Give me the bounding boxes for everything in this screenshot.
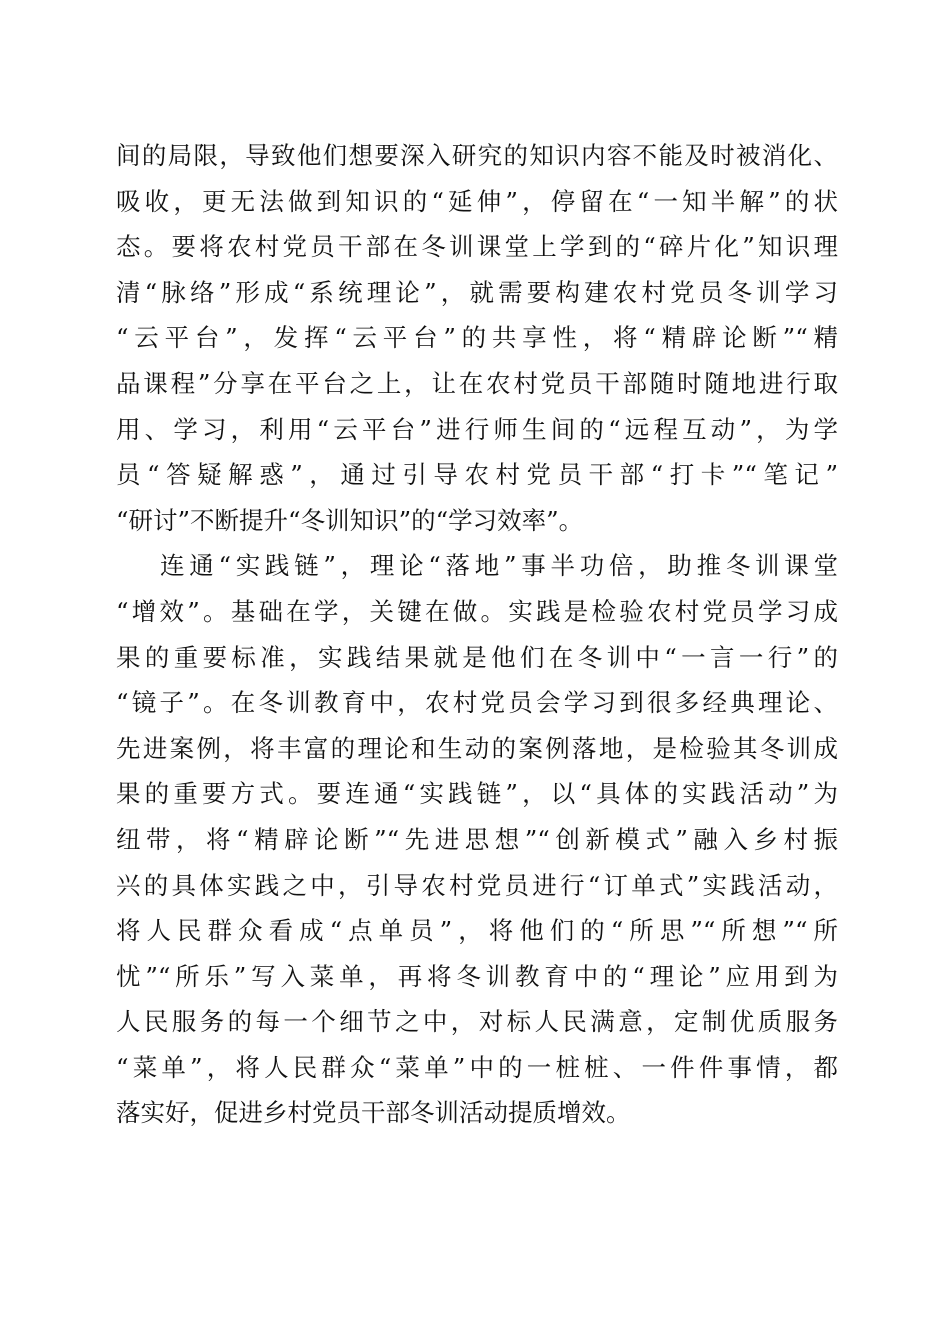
text-line: 人民服务的每一个细节之中，对标人民满意，定制优质服务	[116, 1007, 838, 1037]
text-line: 吸收，更无法做到知识的“延伸”，停留在“一知半解”的状	[116, 186, 838, 216]
paragraph	[116, 543, 838, 1136]
body-text	[116, 133, 838, 1136]
text-line: 将人民群众看成“点单员”，将他们的“所思”“所想”“所	[116, 916, 838, 946]
text-line: 果的重要方式。要连通“实践链”，以“具体的实践活动”为	[116, 779, 838, 809]
text-line: 用、学习，利用“云平台”进行师生间的“远程互动”，为学	[116, 414, 838, 444]
text-line: 先进案例，将丰富的理论和生动的案例落地，是检验其冬训成	[116, 733, 838, 763]
text-line: 间的局限，导致他们想要深入研究的知识内容不能及时被消化、	[116, 141, 838, 170]
text-line: 纽带，将“精辟论断”“先进思想”“创新模式”融入乡村振	[116, 824, 838, 854]
text-line: 态。要将农村党员干部在冬训课堂上学到的“碎片化”知识理	[116, 232, 838, 262]
text-line: “镜子”。在冬训教育中，农村党员会学习到很多经典理论、	[116, 688, 838, 718]
text-line: “菜单”，将人民群众“菜单”中的一桩桩、一件件事情，都	[116, 1052, 838, 1082]
text-line: 清“脉络”形成“系统理论”，就需要构建农村党员冬训学习	[116, 277, 838, 307]
paragraph	[116, 133, 838, 543]
text-line: 果的重要标准，实践结果就是他们在冬训中“一言一行”的	[116, 642, 838, 672]
text-line: “增效”。基础在学，关键在做。实践是检验农村党员学习成	[116, 596, 838, 626]
text-line: 落实好，促进乡村党员干部冬训活动提质增效。	[116, 1098, 631, 1128]
text-line: “研讨”不断提升“冬训知识”的“学习效率”。	[116, 505, 584, 535]
text-line: 兴的具体实践之中，引导农村党员进行“订单式”实践活动，	[116, 870, 838, 900]
text-line: 员“答疑解惑”，通过引导农村党员干部“打卡”“笔记”	[116, 460, 838, 490]
text-line: 品课程”分享在平台之上，让在农村党员干部随时随地进行取	[116, 368, 838, 398]
text-line: “云平台”，发挥“云平台”的共享性，将“精辟论断”“精	[116, 323, 838, 353]
text-line: 忧”“所乐”写入菜单，再将冬训教育中的“理论”应用到为	[116, 961, 838, 991]
text-line: 连通“实践链”，理论“落地”事半功倍，助推冬训课堂	[160, 551, 838, 581]
